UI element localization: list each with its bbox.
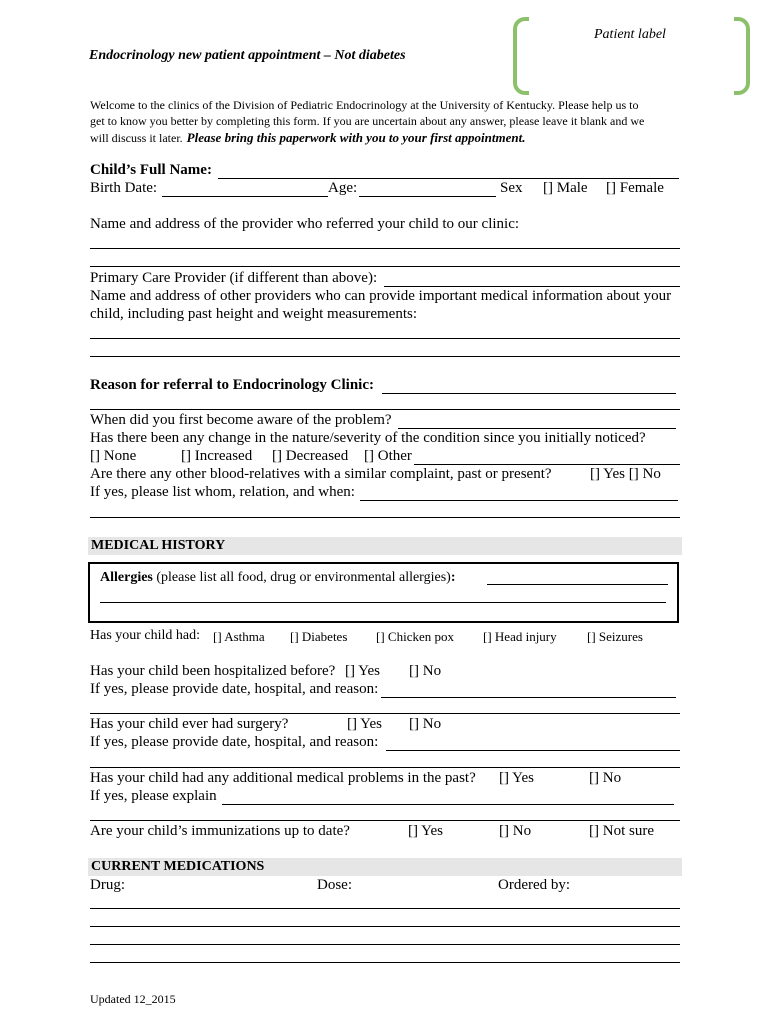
- dose-column-label: Dose:: [317, 877, 352, 893]
- relatives-list-label: If yes, please list whom, relation, and when:: [90, 484, 355, 500]
- allergies-input-1[interactable]: [487, 584, 668, 585]
- additional-no-checkbox[interactable]: [] No: [589, 770, 622, 786]
- sex-male-checkbox[interactable]: [] Male: [543, 180, 588, 196]
- intro-emphasis: Please bring this paperwork with you to your first appointment.: [186, 130, 526, 145]
- hospitalized-yes-checkbox[interactable]: [] Yes: [345, 663, 381, 679]
- child-full-name-label: Child’s Full Name:: [90, 162, 212, 178]
- other-providers-line-1: Name and address of other providers who can provide important medical information about your: [90, 288, 672, 304]
- sex-label: Sex: [500, 180, 523, 196]
- immunizations-question: Are your child’s immunizations up to date?: [90, 823, 350, 839]
- additional-explain-label: If yes, please explain: [90, 788, 217, 804]
- sex-female-checkbox[interactable]: [] Female: [606, 180, 664, 196]
- ordered-by-column-label: Ordered by:: [498, 877, 571, 893]
- medication-row-2[interactable]: [90, 926, 680, 927]
- condition-diabetes-checkbox[interactable]: [] Diabetes: [290, 629, 348, 644]
- surgery-details-label: If yes, please provide date, hospital, and reason:: [90, 734, 379, 750]
- allergies-bold: Allergies: [100, 570, 153, 585]
- hospitalized-details-input-2[interactable]: [90, 713, 680, 714]
- conditions-label: Has your child had:: [90, 628, 201, 643]
- surgery-details-input-2[interactable]: [90, 767, 680, 768]
- medication-row-3[interactable]: [90, 944, 680, 945]
- pcp-label: Primary Care Provider (if different than above):: [90, 270, 378, 286]
- surgery-question: Has your child ever had surgery?: [90, 716, 289, 732]
- additional-yes-checkbox[interactable]: [] Yes: [499, 770, 535, 786]
- allergies-colon: :: [450, 570, 456, 585]
- other-providers-input-1[interactable]: [90, 338, 680, 339]
- condition-head-injury-checkbox[interactable]: [] Head injury: [483, 629, 557, 644]
- change-none-checkbox[interactable]: [] None: [90, 448, 137, 464]
- patient-label-right-bracket: [734, 17, 750, 95]
- hospitalized-details-label: If yes, please provide date, hospital, and reason:: [90, 681, 379, 697]
- child-name-row: [90, 162, 212, 179]
- relatives-list-input-2[interactable]: [90, 517, 680, 518]
- intro-line-1: Welcome to the clinics of the Division of Pediatric Endocrinology at the University of Kentucky. Please help us to: [90, 98, 639, 112]
- additional-explain-input-2[interactable]: [90, 820, 680, 821]
- birth-date-label: Birth Date:: [90, 180, 158, 196]
- intro-line-3: [90, 129, 525, 147]
- form-title: Endocrinology new patient appointment – Not diabetes: [89, 48, 406, 63]
- reason-input-1[interactable]: [382, 393, 676, 394]
- age-input[interactable]: [359, 196, 496, 197]
- aware-input[interactable]: [398, 428, 676, 429]
- relatives-list-input[interactable]: [360, 500, 678, 501]
- aware-question: When did you first become aware of the problem?: [90, 412, 392, 428]
- referring-provider-line-2[interactable]: [90, 266, 680, 267]
- immunizations-no-checkbox[interactable]: [] No: [499, 823, 532, 839]
- current-medications-heading: CURRENT MEDICATIONS: [91, 859, 265, 874]
- patient-label: Patient label: [594, 27, 666, 42]
- referring-provider-line-1[interactable]: [90, 248, 680, 249]
- allergies-input-2[interactable]: [100, 602, 666, 603]
- immunizations-yes-checkbox[interactable]: [] Yes: [408, 823, 444, 839]
- relatives-yes-no[interactable]: [] Yes [] No: [590, 466, 661, 482]
- age-label: Age:: [328, 180, 358, 196]
- change-decreased-checkbox[interactable]: [] Decreased: [272, 448, 349, 464]
- child-name-input[interactable]: [218, 178, 679, 179]
- other-providers-line-2: child, including past height and weight measurements:: [90, 306, 418, 322]
- medication-row-1[interactable]: [90, 908, 680, 909]
- medical-history-heading: MEDICAL HISTORY: [91, 538, 226, 553]
- other-providers-input-2[interactable]: [90, 356, 680, 357]
- allergies-label: [100, 570, 455, 586]
- relatives-question: Are there any other blood-relatives with a similar complaint, past or present?: [90, 466, 552, 482]
- patient-label-left-bracket: [513, 17, 529, 95]
- condition-asthma-checkbox[interactable]: [] Asthma: [213, 629, 265, 644]
- intro-line-2: get to know you better by completing this form. If you are uncertain about any answer, please leave it blank and we: [90, 114, 645, 128]
- hospitalized-details-input[interactable]: [381, 697, 676, 698]
- pcp-input[interactable]: [384, 286, 680, 287]
- hospitalized-no-checkbox[interactable]: [] No: [409, 663, 442, 679]
- condition-chicken-pox-checkbox[interactable]: [] Chicken pox: [376, 629, 454, 644]
- immunizations-not-sure-checkbox[interactable]: [] Not sure: [589, 823, 654, 839]
- intro-line-3-text: will discuss it later.: [90, 131, 183, 145]
- reason-label: Reason for referral to Endocrinology Clinic:: [90, 377, 374, 393]
- drug-column-label: Drug:: [90, 877, 125, 893]
- medication-row-4[interactable]: [90, 962, 680, 963]
- hospitalized-question: Has your child been hospitalized before?: [90, 663, 336, 679]
- change-other-input[interactable]: [414, 464, 680, 465]
- surgery-details-input[interactable]: [386, 750, 680, 751]
- birth-date-input[interactable]: [162, 196, 328, 197]
- reason-input-2[interactable]: [90, 409, 680, 410]
- change-increased-checkbox[interactable]: [] Increased: [181, 448, 253, 464]
- change-other-checkbox[interactable]: [] Other: [364, 448, 412, 464]
- change-question: Has there been any change in the nature/severity of the condition since you initially noticed?: [90, 430, 646, 446]
- additional-problems-question: Has your child had any additional medical problems in the past?: [90, 770, 476, 786]
- updated-date: Updated 12_2015: [90, 992, 176, 1006]
- condition-seizures-checkbox[interactable]: [] Seizures: [587, 629, 643, 644]
- referring-provider-question: Name and address of the provider who referred your child to our clinic:: [90, 216, 520, 232]
- additional-explain-input[interactable]: [222, 804, 674, 805]
- surgery-no-checkbox[interactable]: [] No: [409, 716, 442, 732]
- surgery-yes-checkbox[interactable]: [] Yes: [347, 716, 383, 732]
- allergies-description: (please list all food, drug or environmental allergies): [152, 570, 451, 585]
